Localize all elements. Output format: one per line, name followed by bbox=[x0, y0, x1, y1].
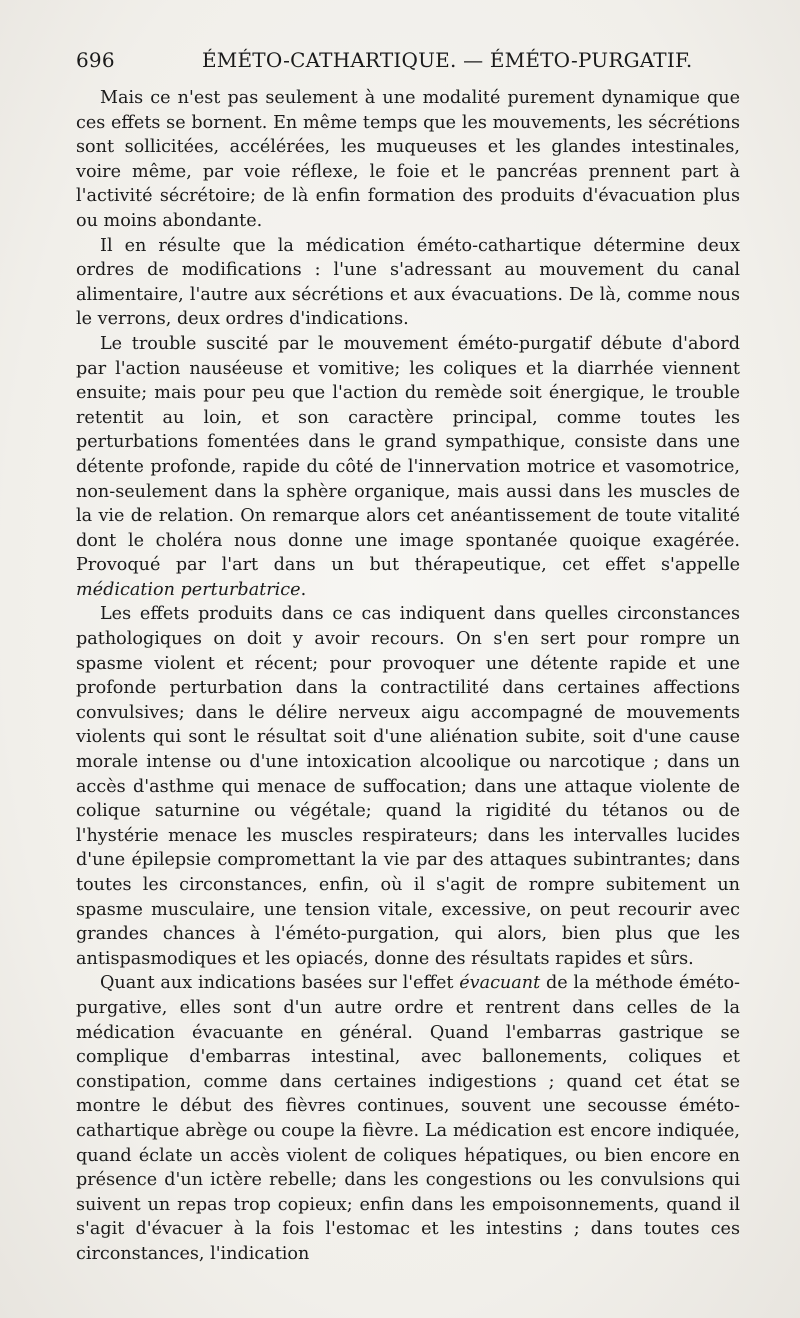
paragraph-indications-start: Quant aux indications basées sur l'effet bbox=[100, 973, 460, 994]
paragraph-two-orders: Il en résulte que la médication éméto-cathartique détermine deux ordres de modifications : l'une s'adressant au mouvement du canal alimentaire, l'autre aux sécrétions et aux évacuations. De là, comme nous le verrons, deux ordres d'indications. bbox=[76, 235, 740, 330]
emphasis-evacuant: évacuant bbox=[459, 973, 541, 994]
paragraph-secretions: Mais ce n'est pas seulement à une modalité purement dynamique que ces effets se bornent. En même temps que les mouvements, les sécrétions sont sollicitées, accélérées, les muqueuses et les glandes intestinales, voire même, par voie réflexe, le foie et le pancréas prennent part à l'activité sécrétoire; de là enfin formation des produits d'évacuation plus ou moins abondante. bbox=[76, 88, 740, 231]
body-text bbox=[76, 86, 740, 1267]
page-number: 696 bbox=[76, 48, 115, 72]
emphasis-medication-perturbatrice: médication perturbatrice bbox=[76, 579, 301, 600]
running-title: ÉMÉTO-CATHARTIQUE. — ÉMÉTO-PURGATIF. bbox=[202, 48, 693, 72]
paragraph-trouble-text: Le trouble suscité par le mouvement éméto-purgatif débute d'abord par l'action nauséeuse et vomitive; les coliques et la diarrhée viennent ensuite; mais pour peu que l'action du remède soit énergique, le trouble retentit au loin, et son caractère principal, comme toutes les perturbations fomentées dans le grand sympathique, consiste dans une détente profonde, rapide du côté de l'innervation motrice et vasomotrice, non-seulement dans la sphère organique, mais aussi dans les muscles de la vie de relation. On remarque alors cet anéantissement de toute vitalité dont le choléra nous donne une image spontanée quoique exagérée. Provoqué par l'art dans un but thérapeutique, cet effet s'appelle bbox=[76, 333, 740, 576]
paragraph-indications-text: de la méthode éméto-purgative, elles sont d'un autre ordre et rentrent dans celles de la médication évacuante en général. Quand l'embarras gastrique se complique d'embarras intestinal, avec ballonements, coliques et constipation, comme dans certaines indigestions ; quand cet état se montre le début des fièvres continues, souvent une secousse éméto-cathartique abrège ou coupe la fièvre. La médication est encore indiquée, quand éclate un accès violent de coliques hépatiques, ou bien encore en présence d'un ictère rebelle; dans les congestions ou les convulsions qui suivent un repas trop copieux; enfin dans les empoisonnements, quand il s'agit d'évacuer à la fois l'estomac et les intestins ; dans toutes ces circonstances, l'indication bbox=[76, 973, 740, 1264]
paragraph-trouble bbox=[76, 332, 740, 603]
paragraph-indications bbox=[76, 971, 740, 1266]
paragraph-effects: Les effets produits dans ce cas indiquent dans quelles circonstances pathologiques on doit y avoir recours. On s'en sert pour rompre un spasme violent et récent; pour provoquer une détente rapide et une profonde perturbation dans la contractilité dans certaines affections convulsives; dans le délire nerveux aigu accompagné de mouvements violents qui sont le résultat soit d'une aliénation subite, soit d'une cause morale intense ou d'une intoxication alcoolique ou narcotique ; dans un accès d'asthme qui menace de suffocation; dans une attaque violente de colique saturnine ou végétale; quand la rigidité du tétanos ou de l'hystérie menace les muscles respirateurs; dans les intervalles lucides d'une épilepsie compromettant la vie par des attaques subintrantes; dans toutes les circonstances, enfin, où il s'agit de rompre subitement un spasme musculaire, une tension vitale, excessive, on peut recourir avec grandes chances à l'éméto-purgation, qui alors, bien plus que les antispasmodiques et les opiacés, donne des résultats rapides et sûrs. bbox=[76, 604, 740, 969]
page-header bbox=[76, 48, 736, 80]
paragraph-trouble-end: . bbox=[300, 579, 307, 600]
